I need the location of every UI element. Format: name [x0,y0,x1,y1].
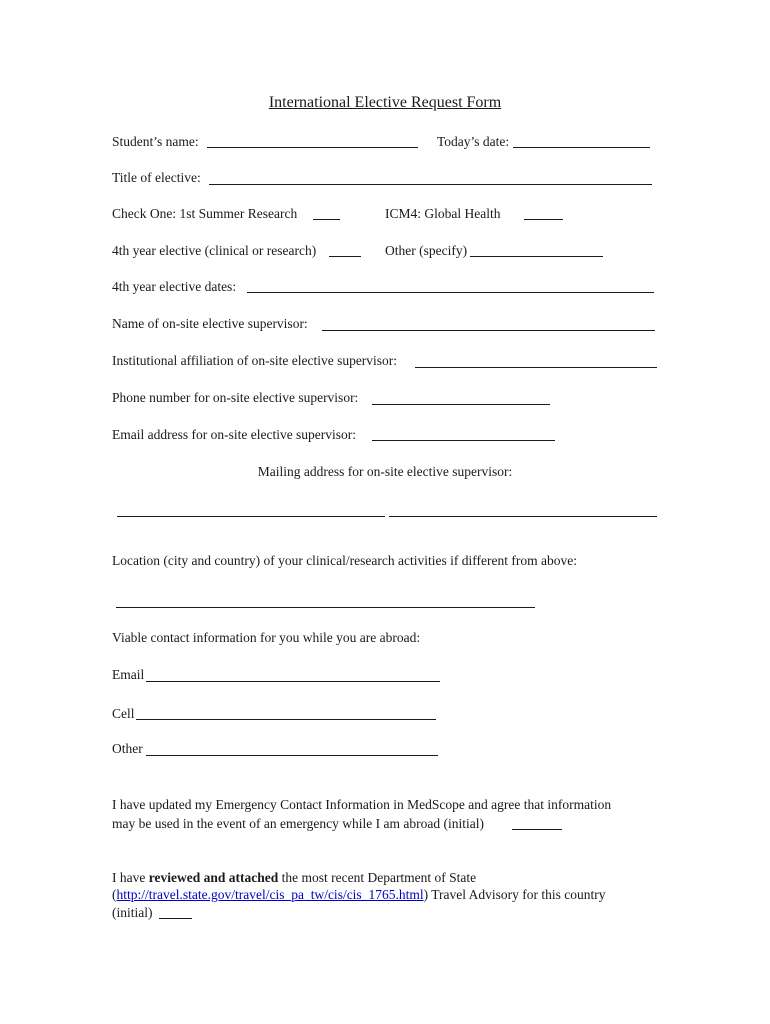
email-label: Email [112,667,145,682]
icm4-check[interactable] [524,219,563,220]
cell-input[interactable] [136,719,436,720]
location-label: Location (city and country) of your clinical/research activities if different from above: [112,553,577,568]
check-one-label: Check One: 1st Summer Research [112,206,298,221]
elective-dates-input[interactable] [247,292,654,293]
elective-dates-label: 4th year elective dates: [112,279,237,294]
other-label: Other [112,741,143,756]
mailing-address-input-2[interactable] [389,516,657,517]
title-of-elective-label: Title of elective: [112,170,201,185]
supervisor-name-label: Name of on-site elective supervisor: [112,316,308,331]
fourth-year-elective-label: 4th year elective (clinical or research) [112,243,317,258]
students-name-input[interactable] [207,147,418,148]
supervisor-email-input[interactable] [372,440,555,441]
icm4-label: ICM4: Global Health [385,206,501,221]
institutional-affiliation-input[interactable] [415,367,657,368]
students-name-label: Student’s name: [112,134,199,149]
supervisor-email-label: Email address for on-site elective supervisor: [112,427,357,442]
location-input[interactable] [116,607,535,608]
advisory-text-line2: (http://travel.state.gov/travel/cis_pa_tw/cis/cis_1765.html) Travel Advisory for this country [112,887,606,902]
emergency-text-line2: may be used in the event of an emergency while I am abroad (initial) [112,816,484,831]
other-input[interactable] [146,755,438,756]
title-of-elective-input[interactable] [209,184,652,185]
mailing-address-label: Mailing address for on-site elective supervisor: [257,464,513,479]
todays-date-input[interactable] [513,147,650,148]
other-specify-input[interactable] [470,256,603,257]
page-title: International Elective Request Form [268,94,502,111]
fourth-year-elective-check[interactable] [329,256,361,257]
travel-advisory-link[interactable]: http://travel.state.gov/travel/cis_pa_tw/cis/cis_1765.html [116,887,424,902]
institutional-affiliation-label: Institutional affiliation of on-site elective supervisor: [112,353,398,368]
other-specify-label: Other (specify) [385,243,468,258]
emergency-initial-input[interactable] [512,829,562,830]
mailing-address-input-1[interactable] [117,516,385,517]
summer-research-check[interactable] [313,219,340,220]
contact-info-label: Viable contact information for you while you are abroad: [112,630,421,645]
todays-date-label: Today’s date: [437,134,510,149]
advisory-text-line1: I have reviewed and attached the most recent Department of State [112,870,477,885]
supervisor-phone-label: Phone number for on-site elective supervisor: [112,390,359,405]
emergency-text-line1: I have updated my Emergency Contact Information in MedScope and agree that information [112,797,612,812]
advisory-initial-input[interactable] [159,918,192,919]
email-input[interactable] [146,681,440,682]
cell-label: Cell [112,706,135,721]
supervisor-name-input[interactable] [322,330,655,331]
supervisor-phone-input[interactable] [372,404,550,405]
advisory-initial-label: (initial) [112,905,153,920]
advisory-bold-text: reviewed and attached [148,870,279,885]
